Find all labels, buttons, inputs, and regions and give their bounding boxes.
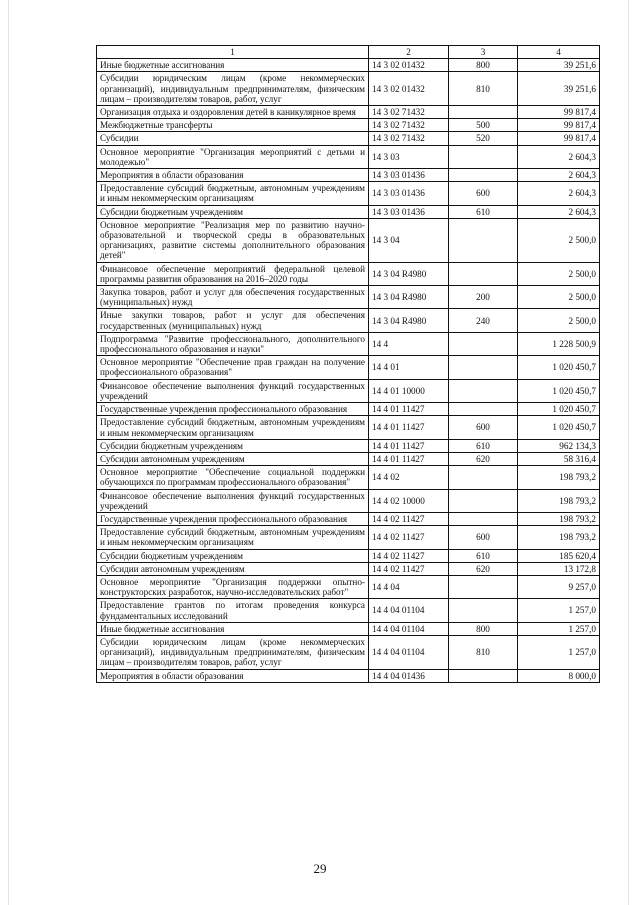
row-expense-type (449, 575, 518, 598)
row-expense-type (449, 379, 518, 402)
row-expense-type (449, 466, 518, 489)
row-expense-type: 610 (449, 205, 518, 218)
row-expense-type (449, 262, 518, 285)
row-target-code: 14 4 02 (369, 466, 449, 489)
table-row (97, 512, 600, 525)
table-row (97, 452, 600, 465)
row-amount: 58 316,4 (518, 452, 600, 465)
row-name: Основное мероприятие "Обеспечение социальной поддержки обучающихся по программам профессионального образования" (97, 466, 369, 489)
row-amount: 2 500,0 (518, 286, 600, 309)
table-row (97, 549, 600, 562)
row-amount: 1 020 450,7 (518, 356, 600, 379)
row-expense-type (449, 489, 518, 512)
row-target-code: 14 3 02 71432 (369, 119, 449, 132)
row-amount: 198 793,2 (518, 466, 600, 489)
row-name: Основное мероприятие "Организация мероприятий с детьми и молодежью" (97, 145, 369, 168)
header-col-expense-type: 3 (449, 46, 518, 59)
row-expense-type: 240 (449, 309, 518, 332)
row-target-code: 14 3 03 01436 (369, 182, 449, 205)
row-target-code: 14 3 02 01432 (369, 72, 449, 106)
row-expense-type: 600 (449, 182, 518, 205)
row-target-code: 14 4 01 10000 (369, 379, 449, 402)
row-target-code: 14 4 02 11427 (369, 562, 449, 575)
row-amount: 13 172,8 (518, 562, 600, 575)
row-expense-type: 610 (449, 439, 518, 452)
row-amount: 9 257,0 (518, 575, 600, 598)
table-row (97, 489, 600, 512)
header-col-name: 1 (97, 46, 369, 59)
header-col-amount: 4 (518, 46, 600, 59)
header-col-code: 2 (369, 46, 449, 59)
row-name: Предоставление субсидий бюджетным, автономным учреждениям и иным некоммерческим организациям (97, 526, 369, 549)
row-name: Иные бюджетные ассигнования (97, 59, 369, 72)
row-expense-type: 810 (449, 635, 518, 669)
table-row (97, 332, 600, 355)
row-expense-type (449, 512, 518, 525)
table-row (97, 182, 600, 205)
row-target-code: 14 4 02 11427 (369, 512, 449, 525)
row-name: Государственные учреждения профессионального образования (97, 403, 369, 416)
row-target-code: 14 4 04 01104 (369, 635, 449, 669)
row-expense-type: 620 (449, 562, 518, 575)
row-amount: 185 620,4 (518, 549, 600, 562)
row-target-code: 14 4 02 10000 (369, 489, 449, 512)
table-row (97, 379, 600, 402)
row-name: Субсидии юридическим лицам (кроме некоммерческих организаций), индивидуальным предпринимателям, физическим лицам – производителям товаров, работ, услуг (97, 72, 369, 106)
row-target-code: 14 3 04 R4980 (369, 262, 449, 285)
page-number: 29 (313, 861, 327, 876)
row-name: Субсидии автономным учреждениям (97, 452, 369, 465)
table-row (97, 622, 600, 635)
row-target-code: 14 4 01 (369, 356, 449, 379)
row-expense-type: 800 (449, 622, 518, 635)
row-amount: 8 000,0 (518, 669, 600, 682)
table-row (97, 106, 600, 119)
table-row (97, 262, 600, 285)
table-body (97, 59, 600, 683)
page-edge-left (8, 0, 9, 905)
table-header-row (97, 46, 600, 59)
row-amount: 39 251,6 (518, 72, 600, 106)
row-target-code: 14 3 03 01436 (369, 205, 449, 218)
row-expense-type (449, 106, 518, 119)
row-name: Основное мероприятие "Реализация мер по развитию научно-образовательной и творческой среды в образовательных организациях, развитие системы дополнительного образования детей" (97, 218, 369, 262)
row-name: Субсидии бюджетным учреждениям (97, 205, 369, 218)
row-name: Субсидии бюджетным учреждениям (97, 549, 369, 562)
row-amount: 99 817,4 (518, 119, 600, 132)
row-target-code: 14 3 04 R4980 (369, 286, 449, 309)
row-expense-type (449, 332, 518, 355)
row-expense-type (449, 356, 518, 379)
row-amount: 99 817,4 (518, 132, 600, 145)
row-amount: 198 793,2 (518, 489, 600, 512)
row-target-code: 14 3 04 R4980 (369, 309, 449, 332)
row-amount: 2 604,3 (518, 205, 600, 218)
row-expense-type: 800 (449, 59, 518, 72)
row-name: Финансовое обеспечение мероприятий федеральной целевой программы развития образования на 2016–2020 годы (97, 262, 369, 285)
row-target-code: 14 4 01 11427 (369, 452, 449, 465)
row-name: Иные закупки товаров, работ и услуг для обеспечения государственных (муниципальных) нужд (97, 309, 369, 332)
table-row (97, 562, 600, 575)
row-expense-type (449, 403, 518, 416)
table-row (97, 309, 600, 332)
row-expense-type: 610 (449, 549, 518, 562)
row-amount: 1 257,0 (518, 635, 600, 669)
row-name: Подпрограмма "Развитие профессионального, дополнительного профессионального образования и науки" (97, 332, 369, 355)
row-amount: 1 020 450,7 (518, 416, 600, 439)
row-name: Финансовое обеспечение выполнения функций государственных учреждений (97, 489, 369, 512)
table-row (97, 635, 600, 669)
table-row (97, 145, 600, 168)
table-row (97, 466, 600, 489)
table-row (97, 439, 600, 452)
row-amount: 99 817,4 (518, 106, 600, 119)
row-expense-type (449, 599, 518, 622)
row-name: Межбюджетные трансферты (97, 119, 369, 132)
row-amount: 198 793,2 (518, 512, 600, 525)
row-target-code: 14 3 03 (369, 145, 449, 168)
table-row (97, 526, 600, 549)
row-name: Закупка товаров, работ и услуг для обеспечения государственных (муниципальных) нужд (97, 286, 369, 309)
row-target-code: 14 3 02 01432 (369, 59, 449, 72)
table-row (97, 356, 600, 379)
row-name: Основное мероприятие "Обеспечение прав граждан на получение профессионального образования" (97, 356, 369, 379)
table-row (97, 169, 600, 182)
table-row (97, 59, 600, 72)
row-name: Мероприятия в области образования (97, 669, 369, 682)
row-expense-type (449, 145, 518, 168)
row-target-code: 14 4 04 01104 (369, 599, 449, 622)
row-target-code: 14 3 02 71432 (369, 132, 449, 145)
row-amount: 39 251,6 (518, 59, 600, 72)
row-amount: 198 793,2 (518, 526, 600, 549)
row-name: Государственные учреждения профессионального образования (97, 512, 369, 525)
row-target-code: 14 4 04 01436 (369, 669, 449, 682)
page-edge-right (628, 0, 629, 905)
row-name: Субсидии автономным учреждениям (97, 562, 369, 575)
row-target-code: 14 4 04 (369, 575, 449, 598)
table-row (97, 205, 600, 218)
row-expense-type: 600 (449, 526, 518, 549)
table-row (97, 72, 600, 106)
row-target-code: 14 3 04 (369, 218, 449, 262)
row-amount: 962 134,3 (518, 439, 600, 452)
row-name: Иные бюджетные ассигнования (97, 622, 369, 635)
row-expense-type (449, 218, 518, 262)
row-expense-type: 520 (449, 132, 518, 145)
row-name: Предоставление грантов по итогам проведения конкурса фундаментальных исследований (97, 599, 369, 622)
table-row (97, 132, 600, 145)
table-row (97, 416, 600, 439)
row-target-code: 14 4 02 11427 (369, 526, 449, 549)
table-row (97, 403, 600, 416)
row-amount: 1 020 450,7 (518, 379, 600, 402)
row-target-code: 14 3 02 71432 (369, 106, 449, 119)
table-row (97, 119, 600, 132)
row-amount: 1 020 450,7 (518, 403, 600, 416)
row-name: Предоставление субсидий бюджетным, автономным учреждениям и иным некоммерческим организациям (97, 416, 369, 439)
row-amount: 2 500,0 (518, 218, 600, 262)
row-amount: 2 604,3 (518, 145, 600, 168)
row-name: Предоставление субсидий бюджетным, автономным учреждениям и иным некоммерческим организациям (97, 182, 369, 205)
row-name: Субсидии юридическим лицам (кроме некоммерческих организаций), индивидуальным предпринимателям, физическим лицам – производителям товаров, работ, услуг (97, 635, 369, 669)
table-row (97, 575, 600, 598)
row-name: Основное мероприятие "Организация поддержки опытно-конструкторских разработок, научно-исследовательских работ" (97, 575, 369, 598)
table-row (97, 218, 600, 262)
row-name: Финансовое обеспечение выполнения функций государственных учреждений (97, 379, 369, 402)
row-expense-type (449, 169, 518, 182)
row-amount: 2 604,3 (518, 182, 600, 205)
table-row (97, 599, 600, 622)
table-row (97, 286, 600, 309)
row-expense-type: 620 (449, 452, 518, 465)
row-expense-type: 500 (449, 119, 518, 132)
row-target-code: 14 4 04 01104 (369, 622, 449, 635)
row-target-code: 14 4 (369, 332, 449, 355)
budget-table (96, 45, 600, 683)
row-name: Субсидии (97, 132, 369, 145)
row-amount: 2 500,0 (518, 262, 600, 285)
row-target-code: 14 4 01 11427 (369, 439, 449, 452)
row-target-code: 14 4 01 11427 (369, 403, 449, 416)
row-target-code: 14 3 03 01436 (369, 169, 449, 182)
row-expense-type: 600 (449, 416, 518, 439)
table-row (97, 669, 600, 682)
row-amount: 2 604,3 (518, 169, 600, 182)
row-expense-type: 810 (449, 72, 518, 106)
row-name: Мероприятия в области образования (97, 169, 369, 182)
row-expense-type (449, 669, 518, 682)
row-name: Субсидии бюджетным учреждениям (97, 439, 369, 452)
row-name: Организация отдыха и оздоровления детей в каникулярное время (97, 106, 369, 119)
row-amount: 1 257,0 (518, 622, 600, 635)
row-amount: 2 500,0 (518, 309, 600, 332)
row-target-code: 14 4 02 11427 (369, 549, 449, 562)
row-amount: 1 257,0 (518, 599, 600, 622)
row-amount: 1 228 500,9 (518, 332, 600, 355)
row-expense-type: 200 (449, 286, 518, 309)
row-target-code: 14 4 01 11427 (369, 416, 449, 439)
